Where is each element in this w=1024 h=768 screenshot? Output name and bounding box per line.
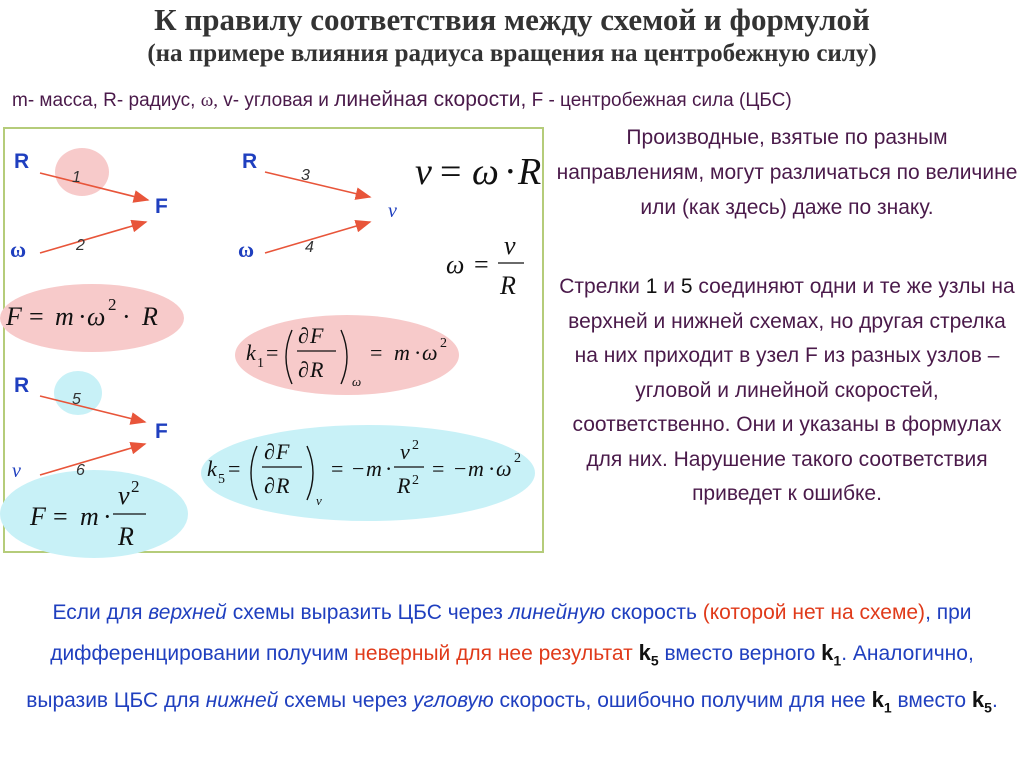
bottom-t13: угловую <box>412 689 494 713</box>
svg-text:F: F <box>310 323 324 348</box>
coef-k1-b: $k_1$ <box>871 687 892 716</box>
arrow-2 <box>40 222 146 253</box>
svg-text:=: = <box>440 151 462 193</box>
svg-text:m: m <box>55 302 74 331</box>
node-f-top-left: F <box>155 195 168 218</box>
svg-text:2: 2 <box>131 477 140 496</box>
svg-text:2: 2 <box>412 473 419 488</box>
svg-text:=: = <box>228 456 241 481</box>
legend-part-3: линейная скорости, <box>334 88 527 111</box>
formula-v-omega-r <box>415 151 541 193</box>
bottom-t16: . <box>991 689 998 713</box>
node-r-top-left: R <box>14 150 30 173</box>
p2-text-a: Стрелки <box>559 275 640 298</box>
node-omega-top-left: ω <box>10 237 27 262</box>
svg-text:F: F <box>30 502 46 531</box>
svg-text:v: v <box>415 151 432 193</box>
svg-text:=: = <box>370 340 383 365</box>
svg-text:2: 2 <box>412 438 419 453</box>
svg-text:m: m <box>366 456 382 481</box>
arrow-4 <box>265 222 370 253</box>
bottom-t3: схемы выразить ЦБС через <box>232 601 503 624</box>
slide-title: К правилу соответствия между схемой и формулой <box>154 2 870 37</box>
node-r-bottom: R <box>14 374 30 397</box>
svg-text:R: R <box>310 357 324 382</box>
svg-text:·: · <box>504 151 517 193</box>
svg-text:2: 2 <box>440 336 447 351</box>
bottom-t1: Если для <box>52 601 143 624</box>
legend-part-1: m- масса, R- радиус, <box>12 90 196 111</box>
svg-text:v: v <box>118 481 130 510</box>
bottom-t10: . Аналогично, выразив ЦБС для <box>26 642 974 713</box>
svg-text:·: · <box>488 456 496 481</box>
svg-text:m: m <box>468 456 484 481</box>
bottom-t4: линейную <box>508 601 606 624</box>
node-r-top-right: R <box>242 150 258 173</box>
arrow-label-5: 5 <box>72 391 81 408</box>
svg-text:·: · <box>78 302 87 331</box>
svg-text:∂: ∂ <box>264 473 275 498</box>
bottom-t5: скорость <box>610 601 697 624</box>
svg-text:·: · <box>122 302 131 331</box>
svg-text:=: = <box>29 302 44 331</box>
right-paragraph-derivatives: Производные, взятые по разным направлениям, могут различаться по величине или (как здесь) даже по знаку. <box>556 126 1018 219</box>
svg-text:R: R <box>518 151 542 193</box>
bottom-t7: , при дифференцировании получим <box>50 601 972 665</box>
slide-subtitle: (на примере влияния радиуса вращения на центробежную силу) <box>147 40 877 67</box>
legend-part-4: F - центробежная сила (ЦБС) <box>531 90 792 111</box>
svg-text:m: m <box>394 340 410 365</box>
svg-text:v: v <box>504 231 516 260</box>
svg-text:=: = <box>331 456 344 481</box>
svg-text:ω: ω <box>496 456 512 481</box>
svg-text:ω: ω <box>87 302 106 331</box>
svg-text:∂: ∂ <box>264 439 275 464</box>
svg-text:=: = <box>266 340 279 365</box>
bottom-t12: схемы через <box>284 689 408 713</box>
svg-text:R: R <box>276 473 290 498</box>
arrow-label-6: 6 <box>76 462 85 479</box>
svg-text:=: = <box>432 456 445 481</box>
arrow-label-4: 4 <box>305 239 314 256</box>
svg-text:5: 5 <box>218 472 225 487</box>
bottom-t8: неверный для нее результат <box>354 642 633 665</box>
svg-text:ω: ω <box>446 250 465 279</box>
bottom-t9: вместо верного <box>664 642 816 665</box>
svg-text:R: R <box>397 473 411 498</box>
svg-text:k: k <box>246 340 256 365</box>
bottom-t11: нижней <box>205 689 279 713</box>
svg-text:F: F <box>6 302 22 331</box>
svg-text:F: F <box>276 439 290 464</box>
svg-text:·: · <box>385 456 393 481</box>
p2-text-b: и <box>663 275 675 298</box>
arrow-label-3: 3 <box>301 167 310 184</box>
bottom-t6: (которой нет на схеме) <box>702 601 926 624</box>
svg-text:−: − <box>352 456 365 481</box>
svg-text:k: k <box>207 456 217 481</box>
svg-text:2: 2 <box>514 451 521 466</box>
svg-text:ω: ω <box>422 340 438 365</box>
node-omega-top-right: ω <box>238 237 255 262</box>
coef-k1-a: $k_1$ <box>821 640 842 669</box>
arrow-3 <box>265 172 370 197</box>
svg-text:·: · <box>414 340 422 365</box>
arrow-label-2: 2 <box>76 237 85 254</box>
svg-text:=: = <box>53 502 68 531</box>
svg-text:−: − <box>454 456 467 481</box>
svg-text:ω: ω <box>472 151 499 193</box>
svg-text:=: = <box>474 250 489 279</box>
coef-k5-b: $k_5$ <box>971 687 992 716</box>
svg-text:∂: ∂ <box>298 323 309 348</box>
coef-k5-a: $k_5$ <box>638 640 659 669</box>
node-f-bottom: F <box>155 420 168 443</box>
p2-arrow-number-1: 1 <box>645 275 658 298</box>
bottom-t14: скорость, ошибочно получим для нее <box>499 689 866 713</box>
p2-text-c: соединяют одни и те же узлы на верхней и нижней схемах, но другая стрелка на них приходит в узел F из разных узлов – угловой и линейной скоростей, соответственно. Они и указаны в формулах для них. Нарушение такого соответствия приведет к ошибке. <box>568 275 1015 505</box>
svg-text:R: R <box>500 271 516 300</box>
svg-text:v: v <box>316 493 322 508</box>
bottom-paragraph <box>8 593 1016 728</box>
bottom-t2: верхней <box>148 601 227 624</box>
svg-text:1: 1 <box>257 356 264 371</box>
p2-arrow-number-5: 5 <box>680 275 693 298</box>
node-v-top-right: v <box>388 200 397 222</box>
svg-text:v: v <box>400 439 410 464</box>
svg-text:·: · <box>103 502 112 531</box>
formula-omega-v-over-r <box>446 231 524 300</box>
right-paragraph-arrows <box>554 270 1020 512</box>
svg-text:2: 2 <box>108 295 117 314</box>
svg-text:m: m <box>80 502 99 531</box>
legend-part-2: v- угловая и <box>223 90 329 111</box>
node-v-bottom: v <box>12 460 21 482</box>
svg-text:∂: ∂ <box>298 357 309 382</box>
svg-text:R: R <box>118 522 134 551</box>
svg-text:R: R <box>142 302 158 331</box>
arrow-label-1: 1 <box>72 169 81 186</box>
legend-omega: ω, <box>200 90 218 111</box>
svg-text:ω: ω <box>352 374 362 389</box>
bottom-t15: вместо <box>897 689 967 713</box>
